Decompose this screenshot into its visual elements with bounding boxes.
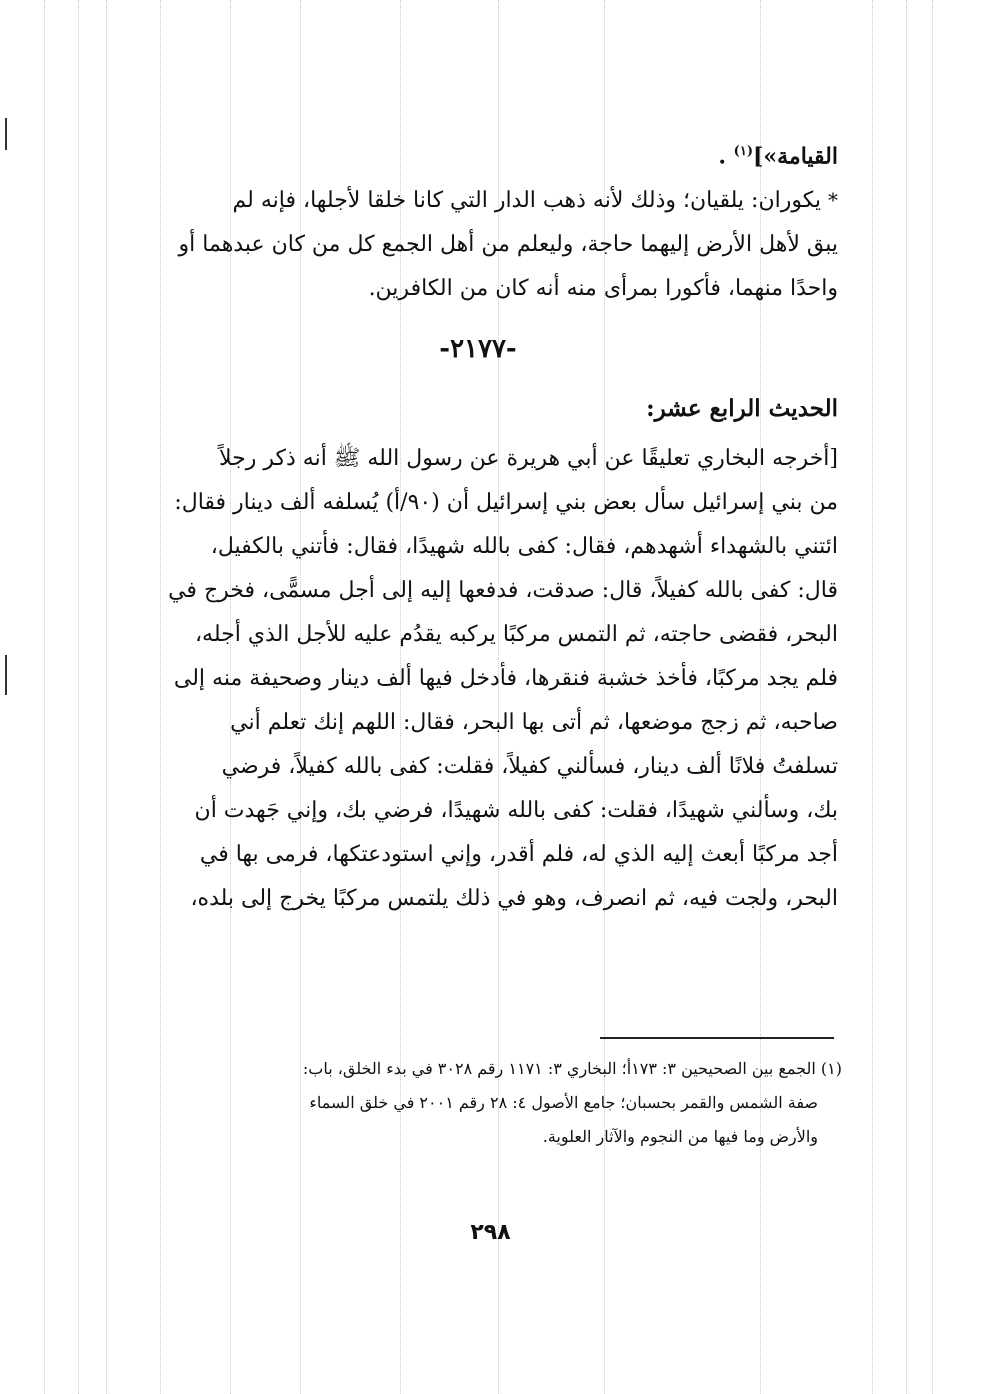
paragraph-line: واحدًا منهما، فأكورا بمرأى منه أنه كان من الكافرين. [368, 276, 838, 302]
footnote-divider [600, 1037, 834, 1039]
scan-guide-line [44, 0, 45, 1394]
paragraph-line: فلم يجد مركبًا، فأخذ خشبة فنقرها، فأدخل فيها ألف دينار وصحيفة منه إلى [173, 666, 838, 692]
footnotes [130, 1052, 842, 1154]
hadith-paragraph [118, 437, 838, 921]
page-body [118, 130, 838, 921]
footnote-line: صفة الشمس والقمر بحسبان؛ جامع الأصول ٤: ٢٨ رقم ٢٠٠١ في خلق السماء [309, 1093, 818, 1112]
paragraph-line: صاحبه، ثم زجج موضعها، ثم أتى بها البحر، فقال: اللهم إنك تعلم أني [230, 710, 838, 736]
footnote-line: (١) الجمع بين الصحيحين ٣: ١٧٣أ؛ البخاري ٣: ١١٧١ رقم ٣٠٢٨ في بدء الخلق، باب: [302, 1059, 842, 1078]
hadith-number: -٢١٧٧- [439, 334, 517, 365]
scan-edge-mark [5, 118, 7, 150]
paragraph-line: يبق لأهل الأرض إليهما حاجة، وليعلم من أهل الجمع كل من كان عبدهما أو [178, 232, 838, 258]
paragraph-line: تسلفتُ فلانًا ألف دينار، فسألني كفيلاً، فقلت: كفى بالله كفيلاً، فرضي [221, 754, 838, 780]
scan-guide-line [106, 0, 107, 1394]
footnote-line: والأرض وما فيها من النجوم والآثار العلوية. [542, 1127, 818, 1146]
paragraph-line-text: يكوران: يلقيان؛ وذلك لأنه ذهب الدار التي كانا خلقا لأجلها، فإنه لم [232, 188, 821, 214]
paragraph-line: قال: كفى بالله كفيلاً، قال: صدقت، فدفعها إليه إلى أجل مسمًّى، فخرج في [168, 578, 838, 604]
paragraph-line: أجد مركبًا أبعث إليه الذي له، فلم أقدر، وإني استودعتكها، فرمى بها في [199, 842, 838, 868]
scan-guide-line [872, 0, 873, 1394]
scan-edge-mark [5, 655, 7, 695]
section-heading: الحديث الرابع عشر: [646, 395, 838, 423]
paragraph-line: [أخرجه البخاري تعليقًا عن أبي هريرة عن رسول الله ﷺ أنه ذكر رجلاً [219, 446, 838, 472]
star-bullet-icon: * [828, 188, 838, 213]
scan-guide-line [78, 0, 79, 1394]
paragraph-line: من بني إسرائيل سأل بعض بني إسرائيل أن (٩٠/أ) يُسلفه ألف دينار فقال: [174, 490, 838, 516]
commentary-paragraph [118, 178, 838, 311]
continuation-line [118, 130, 838, 178]
continuation-text: القيامة»] [752, 143, 838, 170]
paragraph-line: البحر، فقضى حاجته، ثم التمس مركبًا يركبه يقدُم عليه للأجل الذي أجله، [194, 622, 838, 648]
footnote-marker: (١) [733, 144, 753, 159]
scan-guide-line [932, 0, 933, 1394]
continuation-end: . [718, 143, 734, 170]
paragraph-line [118, 178, 838, 223]
page-number: ٢٩٨ [470, 1220, 511, 1245]
paragraph-line: البحر، ولجت فيه، ثم انصرف، وهو في ذلك يلتمس مركبًا يخرج إلى بلده، [190, 886, 838, 912]
scan-guide-line [906, 0, 907, 1394]
paragraph-line: ائتني بالشهداء أشهدهم، فقال: كفى بالله شهيدًا، فقال: فأتني بالكفيل، [210, 534, 838, 560]
paragraph-line: بك، وسألني شهيدًا، فقلت: كفى بالله شهيدًا، فرضي بك، وإني جَهدت أن [194, 798, 838, 824]
